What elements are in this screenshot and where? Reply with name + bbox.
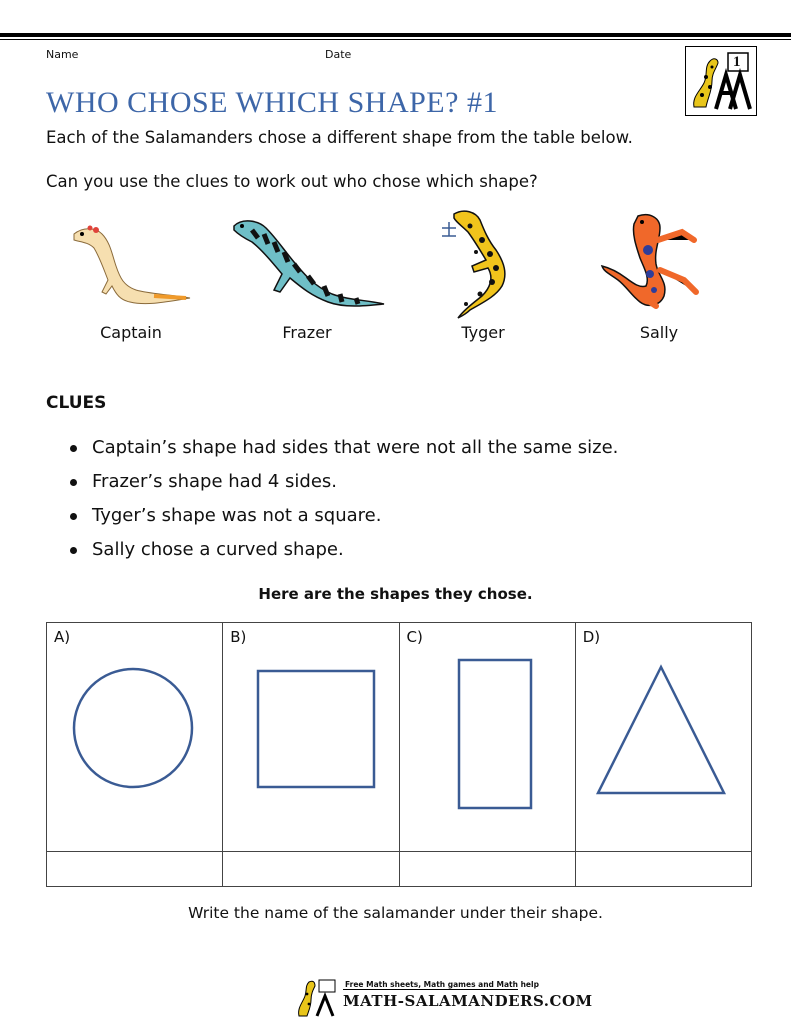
salamander-yellow-icon: [436, 206, 546, 324]
shape-letter: A): [54, 628, 71, 646]
clue-item: [70, 537, 618, 571]
triangle-shape: [576, 623, 752, 851]
shapes-heading: Here are the shapes they chose.: [258, 585, 533, 603]
clue-text: Captain’s shape had sides that were not all the same size.: [92, 437, 619, 458]
shape-cell-a: [47, 623, 223, 852]
clue-list: [70, 435, 618, 571]
page-title: WHO CHOSE WHICH SHAPE? #1: [46, 86, 498, 119]
bullet-icon: [70, 445, 77, 452]
clue-item: [70, 435, 618, 469]
circle-shape: [47, 623, 223, 851]
salamander-orange-icon: [598, 210, 708, 318]
salamander-logo-icon: [686, 47, 756, 115]
top-rule-thin: [0, 39, 791, 40]
answer-cell-a[interactable]: [47, 852, 223, 887]
logo-number: 1: [733, 54, 741, 70]
footer-site-link[interactable]: MATH-SALAMANDERS.COM: [343, 992, 593, 1010]
footer-divider: [343, 989, 518, 990]
top-rule: [0, 33, 791, 37]
salamander-footer-icon: [295, 978, 343, 1018]
bullet-icon: [70, 547, 77, 554]
footer-logo[interactable]: [295, 978, 593, 1018]
clue-text: Tyger’s shape was not a square.: [92, 505, 382, 526]
salamander-name-tyger: Tyger: [461, 323, 505, 342]
answer-cell-b[interactable]: [223, 852, 399, 887]
square-shape: [223, 623, 399, 851]
clue-text: Frazer’s shape had 4 sides.: [92, 471, 337, 492]
clues-heading: CLUES: [46, 393, 107, 413]
name-label: Name: [46, 48, 79, 61]
salamander-blue-icon: [228, 212, 388, 316]
shape-cell-b: [223, 623, 399, 852]
rectangle-shape: [400, 623, 576, 851]
shape-letter: D): [582, 628, 601, 646]
salamander-pale-icon: [66, 214, 196, 318]
clue-item: [70, 503, 618, 537]
intro-line-1: Each of the Salamanders chose a different shape from the table below.: [46, 128, 633, 147]
salamander-name-captain: Captain: [100, 323, 162, 342]
bullet-icon: [70, 479, 77, 486]
date-label: Date: [325, 48, 352, 61]
shape-cell-c: [399, 623, 575, 852]
answer-cell-c[interactable]: [399, 852, 575, 887]
salamander-name-sally: Sally: [639, 323, 679, 342]
intro-line-2: Can you use the clues to work out who chose which shape?: [46, 172, 538, 191]
shape-letter: B): [230, 628, 247, 646]
site-logo: [685, 46, 757, 116]
instruction-text: Write the name of the salamander under their shape.: [188, 904, 603, 922]
clue-item: [70, 469, 618, 503]
salamander-name-frazer: Frazer: [282, 323, 332, 342]
shape-cell-d: [575, 623, 751, 852]
bullet-icon: [70, 513, 77, 520]
answer-cell-d[interactable]: [575, 852, 751, 887]
footer-tagline: Free Math sheets, Math games and Math help: [345, 980, 539, 989]
shape-letter: C): [406, 628, 423, 646]
shape-table: [46, 622, 752, 887]
clue-text: Sally chose a curved shape.: [92, 539, 344, 560]
